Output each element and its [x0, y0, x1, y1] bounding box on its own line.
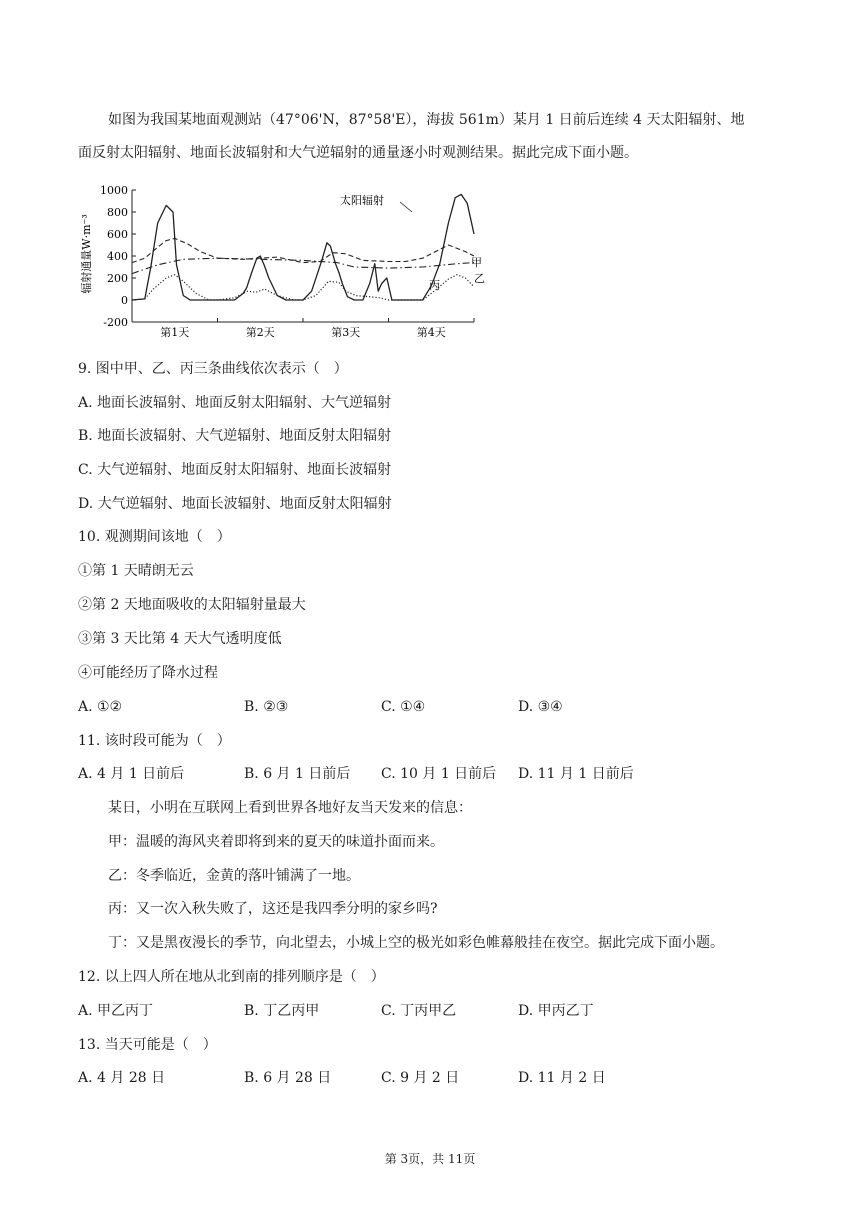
series-label-jia: 甲	[471, 256, 482, 269]
passage2-message-bing: 丙：又一次入秋失败了，这还是我四季分明的家乡吗?	[108, 901, 438, 917]
q13-option-a[interactable]: A. 4 月 28 日	[78, 1070, 166, 1086]
passage2-message-jia: 甲：温暖的海风夹着即将到来的夏天的味道扑面而来。	[108, 834, 444, 850]
series-line-jia	[132, 238, 474, 262]
y-axis	[100, 184, 136, 329]
q12-option-d[interactable]: D. 甲丙乙丁	[518, 1003, 594, 1019]
q10-statement-2: ②第 2 天地面吸收的太阳辐射量最大	[78, 597, 306, 613]
q10-stem: 10. 观测期间该地（ ）	[78, 529, 231, 545]
q13-option-c[interactable]: C. 9 月 2 日	[381, 1070, 460, 1086]
y-tick-label: -200	[103, 316, 128, 329]
q9-option-c[interactable]: C. 大气逆辐射、地面反射太阳辐射、地面长波辐射	[78, 462, 392, 478]
q10-option-a[interactable]: A. ①②	[78, 699, 123, 715]
q9-option-d[interactable]: D. 大气逆辐射、地面长波辐射、地面反射太阳辐射	[78, 496, 392, 512]
y-tick-label: 0	[121, 294, 128, 307]
q13-option-d[interactable]: D. 11 月 2 日	[518, 1070, 606, 1086]
x-tick-label: 第4天	[416, 326, 446, 339]
q9-stem: 9. 图中甲、乙、丙三条曲线依次表示（ ）	[78, 361, 348, 377]
q12-option-a[interactable]: A. 甲乙丙丁	[78, 1003, 154, 1019]
y-tick-label: 400	[107, 250, 128, 263]
q12-option-c[interactable]: C. 丁丙甲乙	[381, 1003, 457, 1019]
x-tick-label: 第2天	[245, 326, 275, 339]
series-line-solar	[132, 194, 474, 300]
passage2-message-yi: 乙：冬季临近，金黄的落叶铺满了一地。	[108, 868, 360, 884]
intro-line-1: 如图为我国某地面观测站（47°06'N，87°58'E），海拔 561m）某月 1 日前后连续 4 天太阳辐射、地	[108, 112, 745, 128]
series-label-yi: 乙	[474, 272, 485, 285]
q13-option-b[interactable]: B. 6 月 28 日	[244, 1070, 332, 1086]
q10-option-d[interactable]: D. ③④	[518, 699, 563, 715]
q10-statement-1: ①第 1 天晴朗无云	[78, 563, 194, 579]
y-tick-label: 600	[107, 228, 128, 241]
q10-statement-4: ④可能经历了降水过程	[78, 665, 218, 681]
q11-option-b[interactable]: B. 6 月 1 日前后	[244, 766, 351, 782]
series-line-yi	[132, 258, 474, 273]
q9-option-b[interactable]: B. 地面长波辐射、大气逆辐射、地面反射太阳辐射	[78, 428, 392, 444]
q10-statement-3: ③第 3 天比第 4 天大气透明度低	[78, 631, 282, 647]
q11-option-d[interactable]: D. 11 月 1 日前后	[518, 766, 634, 782]
chart-series	[132, 194, 474, 300]
y-tick-label: 800	[107, 206, 128, 219]
passage2-message-ding: 丁：又是黑夜漫长的季节，向北望去，小城上空的极光如彩色帷幕般挂在夜空。据此完成下面小题。	[108, 935, 724, 951]
radiation-chart	[78, 184, 498, 344]
q12-option-b[interactable]: B. 丁乙丙甲	[244, 1003, 320, 1019]
page-footer: 第 3页，共 11页	[384, 1152, 476, 1166]
x-tick-label: 第3天	[331, 326, 361, 339]
q11-stem: 11. 该时段可能为（ ）	[78, 733, 231, 749]
q9-option-a[interactable]: A. 地面长波辐射、地面反射太阳辐射、大气逆辐射	[78, 395, 392, 411]
series-label-solar-leader	[400, 202, 412, 212]
q11-option-a[interactable]: A. 4 月 1 日前后	[78, 766, 185, 782]
series-label-solar: 太阳辐射	[340, 194, 384, 207]
q12-stem: 12. 以上四人所在地从北到南的排列顺序是（ ）	[78, 969, 385, 985]
x-tick-label: 第1天	[160, 326, 190, 339]
y-axis-label: 辐射通量W·m⁻³	[80, 214, 93, 294]
y-tick-label: 1000	[100, 184, 128, 197]
q10-option-c[interactable]: C. ①④	[381, 699, 426, 715]
series-label-bing: 丙	[429, 279, 440, 292]
x-axis	[132, 318, 474, 339]
q11-option-c[interactable]: C. 10 月 1 日前后	[381, 766, 497, 782]
q10-option-b[interactable]: B. ②③	[244, 699, 289, 715]
q13-stem: 13. 当天可能是（ ）	[78, 1037, 217, 1053]
intro-line-2: 面反射太阳辐射、地面长波辐射和大气逆辐射的通量逐小时观测结果。据此完成下面小题。	[78, 145, 638, 161]
passage2-intro: 某日，小明在互联网上看到世界各地好友当天发来的信息：	[108, 800, 472, 816]
y-tick-label: 200	[107, 272, 128, 285]
